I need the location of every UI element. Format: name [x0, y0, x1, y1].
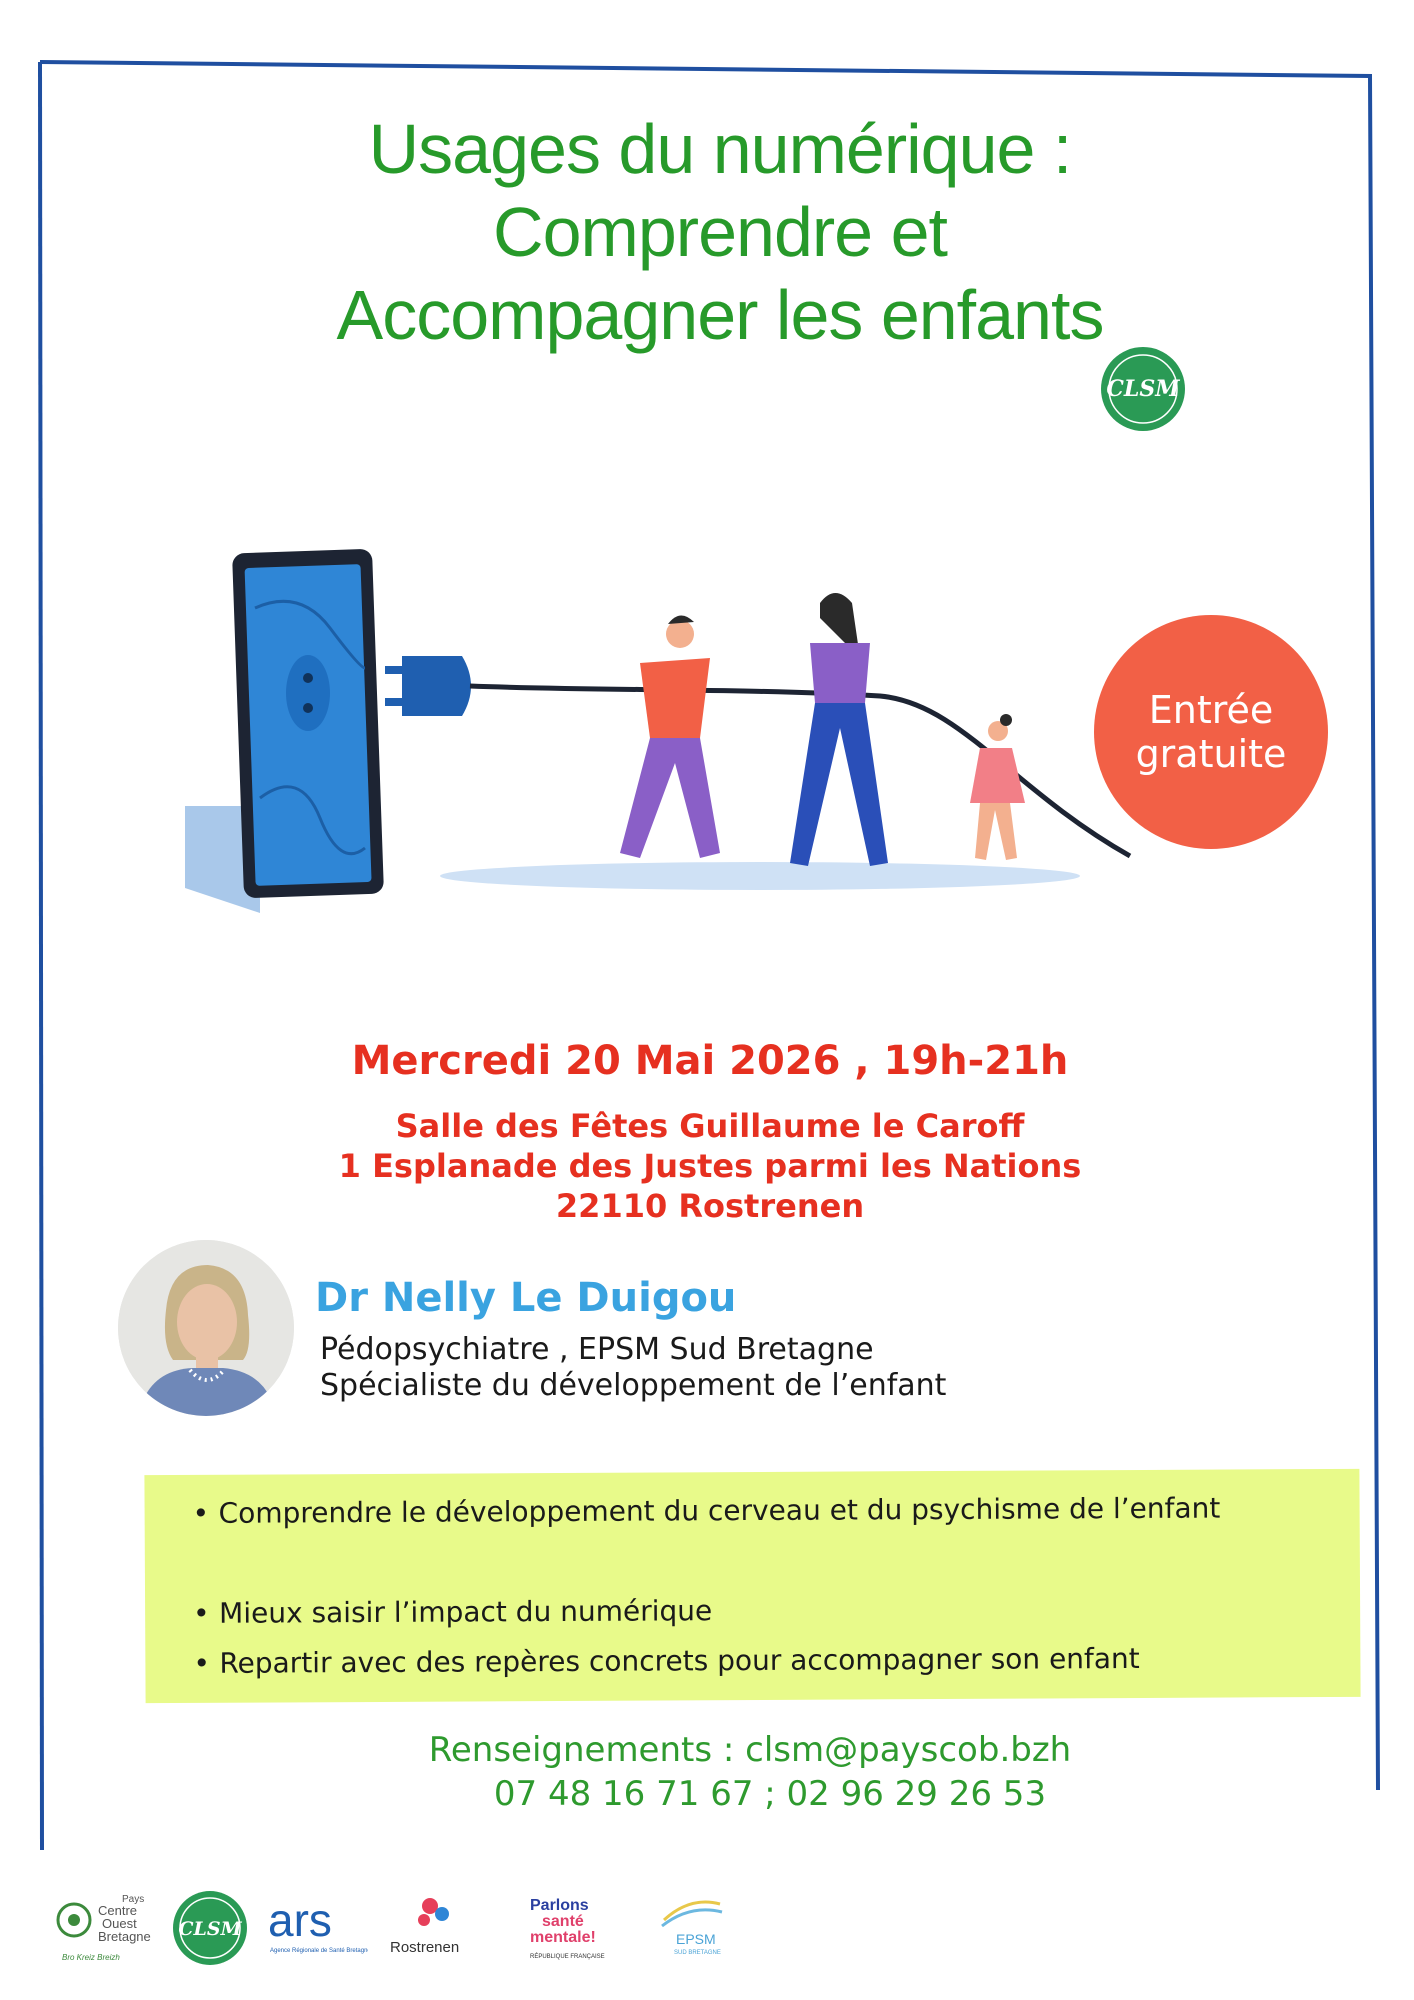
svg-text:santé: santé — [542, 1913, 584, 1930]
key-point-2: • Mieux saisir l’impact du numérique — [193, 1591, 1340, 1631]
clsm-badge-label: CLSM — [1106, 376, 1180, 402]
pays-cob-logo — [52, 1888, 172, 1978]
speaker-name: Dr Nelly Le Duigou — [315, 1275, 737, 1321]
key-point-3: • Repartir avec des repères concrets pour accompagner son enfant — [193, 1641, 1340, 1681]
title-line-1: Usages du numérique : — [368, 110, 1072, 188]
svg-text:Centre: Centre — [98, 1903, 138, 1918]
svg-text:mentale!: mentale! — [530, 1929, 596, 1946]
svg-text:ars: ars — [268, 1894, 332, 1946]
speaker-role-1: Pédopsychiatre , EPSM Sud Bretagne — [320, 1332, 874, 1367]
speaker-role-2: Spécialiste du développement de l’enfant — [320, 1368, 947, 1403]
clsm-logo — [170, 1888, 250, 1968]
page-title — [270, 108, 1170, 357]
speaker-roles — [320, 1332, 946, 1404]
event-venue: Salle des Fêtes Guillaume le Caroff — [395, 1107, 1025, 1145]
svg-text:SUD BRETAGNE: SUD BRETAGNE — [674, 1950, 721, 1956]
title-line-3: Accompagner les enfants — [336, 276, 1104, 354]
event-street: 1 Esplanade des Justes parmi les Nations — [338, 1147, 1082, 1185]
clsm-badge-logo — [1098, 344, 1188, 434]
svg-text:Rostrenen: Rostrenen — [390, 1939, 460, 1956]
title-line-2: Comprendre et — [493, 193, 947, 271]
rostrenen-logo — [390, 1888, 490, 1968]
event-date: Mercredi 20 Mai 2026 , 19h-21h — [351, 1038, 1069, 1084]
free-entry-line-2: gratuite — [1135, 732, 1287, 776]
ars-logo — [268, 1894, 368, 1964]
epsm-logo — [650, 1890, 740, 1970]
svg-text:RÉPUBLIQUE FRANÇAISE: RÉPUBLIQUE FRANÇAISE — [530, 1954, 605, 1960]
contact-info — [300, 1728, 1200, 1816]
svg-text:Ouest: Ouest — [102, 1916, 137, 1931]
svg-text:EPSM: EPSM — [676, 1931, 716, 1947]
speaker-avatar — [118, 1240, 294, 1416]
free-entry-badge — [1094, 615, 1328, 849]
svg-text:Parlons: Parlons — [530, 1897, 589, 1914]
svg-text:Pays: Pays — [122, 1894, 145, 1905]
parlons-sante-mentale-logo — [528, 1890, 628, 1970]
free-entry-line-1: Entrée — [1148, 688, 1274, 732]
event-city: 22110 Rostrenen — [555, 1187, 865, 1225]
contact-email-line: Renseignements : clsm@payscob.bzh — [428, 1730, 1072, 1770]
svg-text:Agence Régionale de Santé Bret: Agence Régionale de Santé Bretagne — [270, 1948, 368, 1954]
partner-logos — [40, 1880, 760, 1990]
key-point-1: • Comprendre le développement du cerveau et du psychisme de l’enfant — [193, 1491, 1340, 1531]
svg-text:CLSM: CLSM — [178, 1918, 242, 1940]
key-points-highlight — [144, 1469, 1360, 1703]
family-pulling-plug-illustration — [180, 548, 1160, 918]
contact-phone-line: 07 48 16 71 67 ; 02 96 29 26 53 — [493, 1774, 1047, 1814]
svg-text:Bro Kreiz Breizh: Bro Kreiz Breizh — [62, 1953, 120, 1962]
event-address — [280, 1106, 1140, 1226]
svg-text:Bretagne: Bretagne — [98, 1929, 151, 1944]
